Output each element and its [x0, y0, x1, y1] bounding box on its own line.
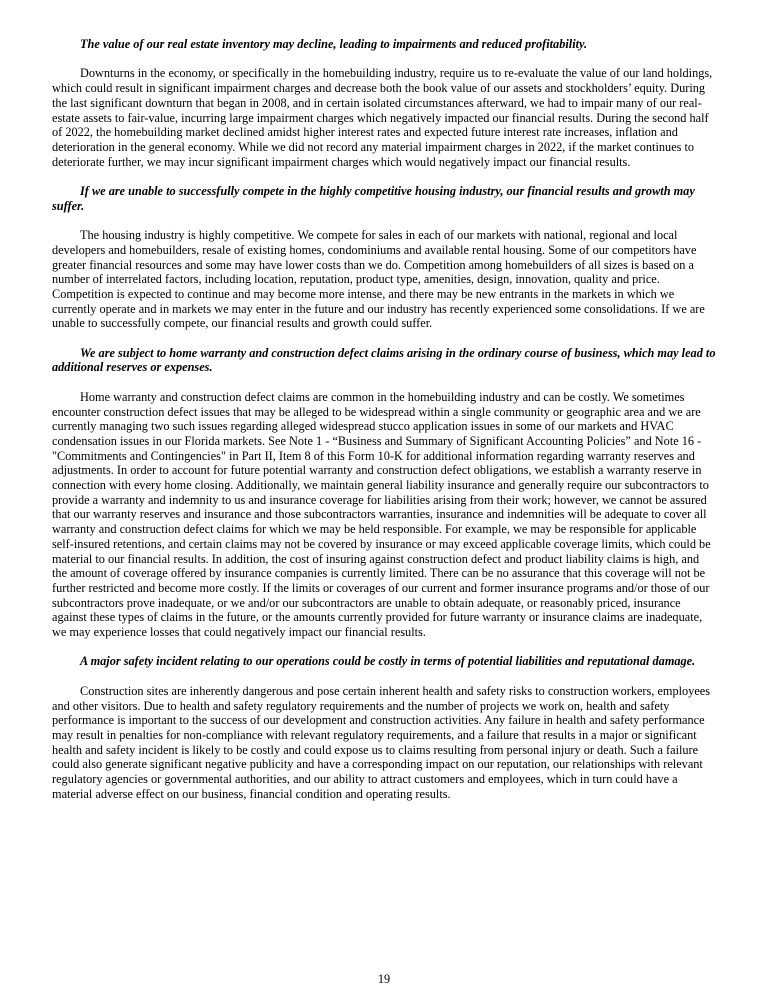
risk-heading-safety-incident: A major safety incident relating to our operations could be costly in terms of potential liabilities and reputational damage.	[80, 654, 696, 669]
risk-paragraph-safety-incident: Construction sites are inherently dangerous and pose certain inherent health and safety risks to construction workers, employees and other visitors. Due to health and safety regulatory requirements and the number of projects we work on, health and safety performance is important to the success of our development and construction activities. Any failure in health and safety performance may result in penalties for non-compliance with relevant regulatory requirements, and a failure that results in a major or significant health and safety incident is likely to be costly and could expose us to claims resulting from personal injury or death. Such a failure could also generate significant negative publicity and have a corresponding impact on our reputation, our relationships with relevant regulatory agencies or governmental authorities, and our ability to attract customers and employees, which in turn could have a material adverse effect on our business, financial condition and operating results.	[52, 683, 711, 801]
risk-paragraph-competition: The housing industry is highly competitive. We compete for sales in each of our markets with national, regional and local developers and homebuilders, resale of existing homes, condominiums and available rental housing. Some of our competitors have greater financial resources and some may have lower costs than we do. Competition among homebuilders of all sizes is based on a number of interrelated factors, including location, reputation, product type, amenities, design, innovation, quality and price. Competition is expected to continue and may become more intense, and there may be new entrants in the markets in which we currently operate and in markets we may enter in the future and our industry has recently experienced some consolidations. If we are unable to successfully compete, our financial results and growth could suffer.	[52, 228, 705, 331]
risk-heading-real-estate-inventory: The value of our real estate inventory may decline, leading to impairments and reduced profitability.	[80, 37, 588, 51]
risk-paragraph-warranty-claims: Home warranty and construction defect claims are common in the homebuilding industry and can be costly. We sometimes encounter construction defect issues that may be alleged to be widespread within a single community or geographic area and we are currently managing two such issues regarding alleged widespread stucco application issues in some of our markets and HVAC condensation issues in our Florida markets. See Note 1 - “Business and Summary of Significant Accounting Policies” and Note 16 - "Commitments and Contingencies" in Part II, Item 8 of this Form 10-K for additional information regarding warranty reserves and adjustments. In order to account for future potential warranty and construction defect obligations, we establish a warranty reserve in connection with every home closing. Additionally, we maintain general liability insurance and generally require our subcontractors to provide a warranty and indemnity to us and insurance coverage for liabilities arising from their work; however, we cannot be assured that our warranty reserves and insurance and those subcontractors warranties, insurance and indemnities will be adequate to cover all warranty and construction defect claims for which we may be held responsible. For example, we may be responsible for applicable self-insured retentions, and certain claims may not be covered by insurance or may exceed applicable coverage limits, which could be material to our financial results. In addition, the cost of insuring against construction defect and product liability claims is high, and the amount of coverage offered by insurance companies is currently limited. There can be no assurance that this coverage will not be further restricted and become more costly. If the limits or coverages of our current and former insurance programs and/or those of our subcontractors prove inadequate, or we and/or our subcontractors are unable to obtain adequate, or reasonably priced, insurance against these types of claims in the future, or the amounts currently provided for future warranty or insurance claims are inadequate, we may experience losses that could negatively impact our financial results.	[52, 389, 711, 640]
risk-paragraph-real-estate-inventory: Downturns in the economy, or specifically in the homebuilding industry, require us to re-evaluate the value of our land holdings, which could result in significant impairment charges and decrease both the book value of our assets and stockholders’ equity. During the last significant downturn that began in 2008, and in certain isolated circumstances afterward, we had to impair many of our real-estate assets to fair-value, incurring large impairment charges which negatively impacted our financial results. During the second half of 2022, the homebuilding market declined amidst higher interest rates and expected future interest rate increases, inflation and deterioration in the general economy. While we did not record any material impairment charges in 2022, if the market continues to deteriorate further, we may incur significant impairment charges which would negatively impact our financial results.	[52, 66, 713, 169]
risk-heading-warranty-claims: We are subject to home warranty and construction defect claims arising in the ordinary course of business, which may lead to additional reserves or expenses.	[52, 345, 716, 375]
page-content	[52, 37, 716, 816]
risk-heading-competition: If we are unable to successfully compete in the highly competitive housing industry, our financial results and growth may suffer.	[52, 184, 695, 213]
page-number: 19	[377, 972, 391, 987]
